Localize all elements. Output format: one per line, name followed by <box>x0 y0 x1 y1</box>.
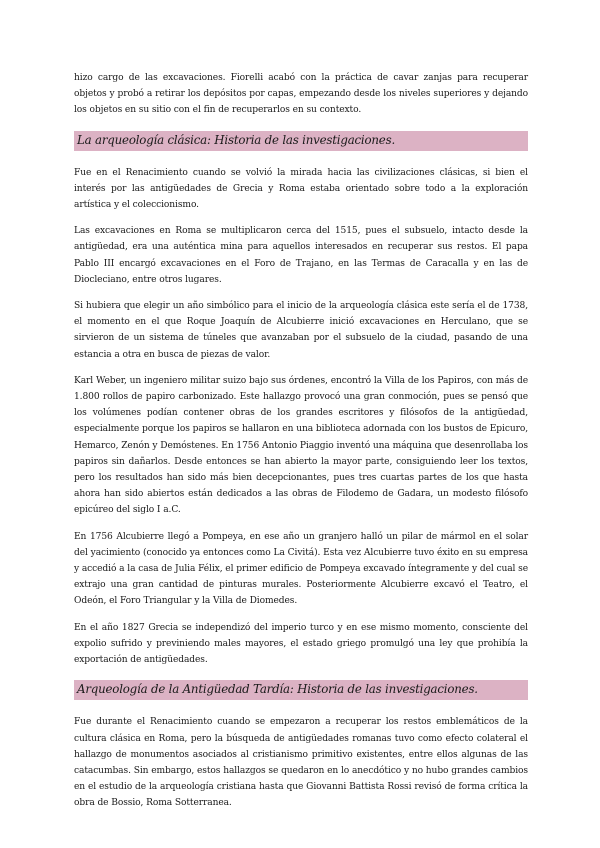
paragraph-pompeii: En 1756 Alcubierre llegó a Pompeya, en ese año un granjero halló un pilar de mármol en el solar del yacimiento (conocido ya entonces como La Civitá). Esta vez Alcubierre tuvo éxito en su empresa y accedió a la casa de Julia Félix, el primer edificio de Pompeya excavado íntegramente y del cual se extrajo una gran cantidad de pinturas murales. Posteriormente Alcubierre excavó el Teatro, el Odeón, el Foro Triangular y la Villa de Diomedes. <box>74 531 528 607</box>
paragraph-rome-excavations: Las excavaciones en Roma se multiplicaron cerca del 1515, pues el subsuelo, intacto desde la antigüedad, era una auténtica mina para aquellos interesados en recuperar sus restos. El papa Pablo III encargó excavaciones en el Foro de Trajano, en las Termas de Caracalla y en las de Diocleciano, entre otros lugares. <box>74 226 528 285</box>
paragraph-herculaneum: Si hubiera que elegir un año simbólico para el inicio de la arqueología clásica este sería el de 1738, el momento en el que Roque Joaquín de Alcubierre inició excavaciones en Herculano, que se sirvieron de un sistema de túneles que avanzaban por el subsuelo de la ciudad, pasando de una estancia a otra en busca de piezas de valor. <box>74 301 528 360</box>
paragraph-renaissance: Fue en el Renacimiento cuando se volvió la mirada hacia las civilizaciones clásicas, si bien el interés por las antigüedades de Grecia y Roma estaba orientado sobre todo a la exploración artística y el coleccionismo. <box>74 167 528 211</box>
paragraph-villa-papyri: Karl Weber, un ingeniero militar suizo bajo sus órdenes, encontró la Villa de los Papiros, con más de 1.800 rollos de papiro carbonizado. Este hallazgo provocó una gran conmoción, pues se pensó que los volúmenes podían contener obras de los grandes escritores y filósofos de la antigüedad, especialmente porque los papiros se hallaron en una biblioteca adornada con los bustos de Epicuro, Hemarco, Zenón y Demóstenes. En 1756 Antonio Piaggio inventó una máquina que desenrollaba los papiros sin dañarlos. Desde entonces se han abierto la mayor parte, consiguiendo leer los textos, pero los resultados han sido más bien decepcionantes, pues tres cuartas partes de los que hasta ahora han sido abiertos están dedicados a las obras de Filodemo de Gadara, un modesto filósofo epicúreo del siglo I a.C. <box>74 375 528 516</box>
document-body <box>74 70 528 822</box>
intro-paragraph: hizo cargo de las excavaciones. Fiorelli acabó con la práctica de cavar zanjas para recuperar objetos y probó a retirar los depósitos por capas, empezando desde los niveles superiores y dejando los objetos en su sitio con el fin de recuperarlos en su contexto. <box>74 73 528 116</box>
paragraph-christian-archaeology: Fue durante el Renacimiento cuando se empezaron a recuperar los restos emblemáticos de la cultura clásica en Roma, pero la búsqueda de antigüedades romanas tuvo como efecto colateral el hallazgo de monumentos asociados al cristianismo primitivo existentes, entre ellos algunas de las catacumbas. Sin embargo, estos hallazgos se quedaron en lo anecdótico y no hubo grandes cambios en el estudio de la arqueología cristiana hasta que Giovanni Battista Rossi revisó de forma crítica la obra de Bossio, Roma Sotterranea. <box>74 717 528 809</box>
section-heading-late-antiquity: Arqueología de la Antigüedad Tardía: Historia de las investigaciones. <box>74 680 528 700</box>
section-heading-classical-archaeology: La arqueología clásica: Historia de las investigaciones. <box>74 131 528 151</box>
paragraph-greece-law: En el año 1827 Grecia se independizó del imperio turco y en ese mismo momento, consciente del expolio sufrido y previniendo males mayores, el estado griego promulgó una ley que prohibía la exportación de antigüedades. <box>74 622 528 666</box>
